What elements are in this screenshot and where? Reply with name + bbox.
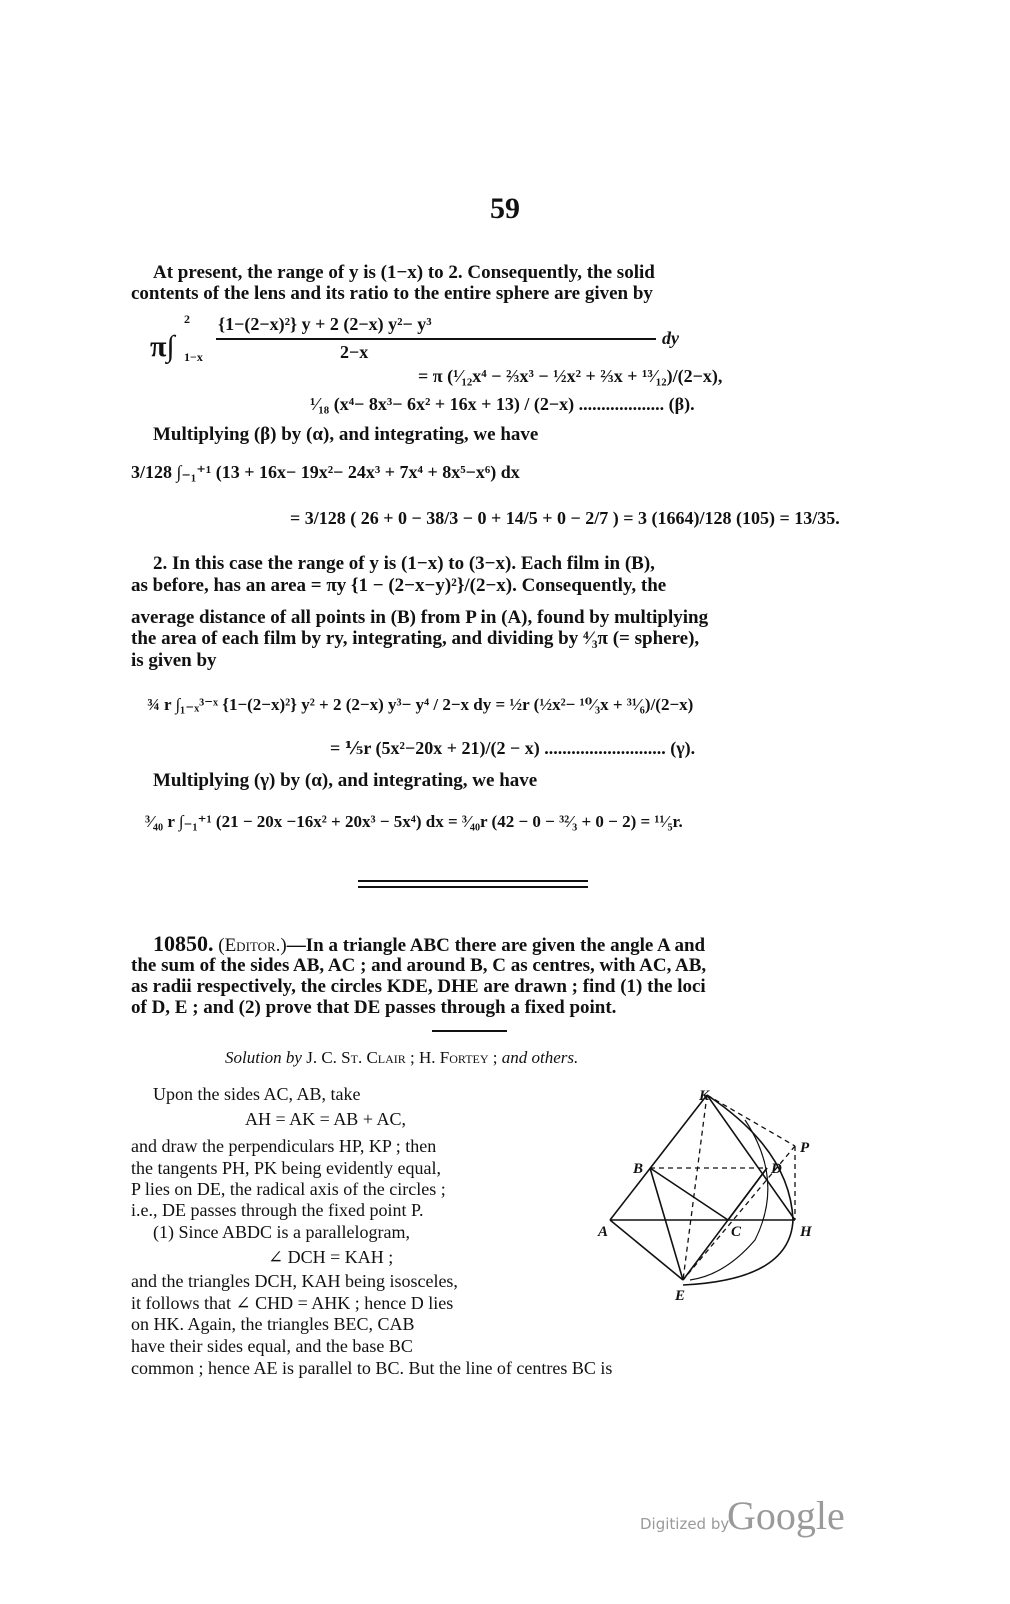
line-ak xyxy=(610,1095,707,1220)
problem-text-1: —In a triangle ABC there are given the angle A and xyxy=(286,935,706,956)
sol-line-10: it follows that ∠ CHD = AHK ; hence D lies xyxy=(131,1293,454,1313)
section-rule-bottom xyxy=(358,886,588,888)
problem-editor: (Editor.) xyxy=(218,935,287,956)
sol-line-12: have their sides equal, and the base BC xyxy=(131,1336,413,1356)
lower-limit: 1−x xyxy=(184,350,203,364)
para1-line-2: contents of the lens and its ratio to the entire sphere are given by xyxy=(131,283,653,304)
solution-by xyxy=(225,1048,578,1068)
pi-integral-sign: π∫ xyxy=(150,330,175,363)
label-k: K xyxy=(699,1088,710,1104)
label-h: H xyxy=(800,1224,812,1240)
para2-line-5: is given by xyxy=(131,650,217,671)
para2-line-3: average distance of all points in (B) from P in (A), found by multiplying xyxy=(131,607,709,628)
digitized-by: Digitized by xyxy=(640,1515,730,1533)
label-a: A xyxy=(598,1224,609,1240)
dy: dy xyxy=(662,328,679,348)
beta-line-2: = π (¹⁄₁₂x⁴ − ⅔x³ − ½x² + ⅔x + ¹³⁄₁₂)/(2−x), xyxy=(418,366,723,386)
solution-by-names: J. C. St. Clair ; H. Fortey ; xyxy=(301,1048,502,1067)
sol-line-11: on HK. Again, the triangles BEC, CAB xyxy=(131,1314,415,1334)
gamma-line-2: = ⅕r (5x²−20x + 21)/(2 − x) ........................... (γ). xyxy=(330,738,696,758)
solution-by-suffix: and others. xyxy=(501,1048,579,1067)
para2-line-2: as before, has an area = πy {1 − (2−x−y)²}/(2−x). Consequently, the xyxy=(131,575,667,596)
beta-line-3: ¹⁄₁₈ (x⁴− 8x³− 6x² + 16x + 13) / (2−x) ................... (β). xyxy=(310,394,695,414)
integral-2: ³⁄₄₀ r ∫₋₁⁺¹ (21 − 20x −16x² + 20x³ − 5x⁴) dx = ³⁄₄₀r (42 − 0 − ³²⁄₃ + 0 − 2) = ¹¹⁄₅r. xyxy=(145,812,683,831)
multiplying-2: Multiplying (γ) by (α), and integrating, we have xyxy=(153,770,538,791)
line-ae xyxy=(610,1220,683,1280)
sol-line-7: (1) Since ABDC is a parallelogram, xyxy=(153,1222,410,1242)
upper-limit: 2 xyxy=(184,312,190,326)
para2-line-1: 2. In this case the range of y is (1−x) to (3−x). Each film in (B), xyxy=(153,553,655,574)
problem-line-2: the sum of the sides AB, AC ; and around B, C as centres, with AC, AB, xyxy=(131,955,707,976)
integral-1-line-1: 3/128 ∫₋₁⁺¹ (13 + 16x− 19x²− 24x³ + 7x⁴ + 8x⁵−x⁶) dx xyxy=(131,462,520,482)
sol-line-6: i.e., DE passes through the fixed point P. xyxy=(131,1200,424,1220)
para2-line-4: the area of each film by ry, integrating, and dividing by ⁴⁄₃π (= sphere), xyxy=(131,628,700,649)
page-number: 59 xyxy=(490,192,520,225)
line-be xyxy=(650,1168,683,1280)
line-dc xyxy=(728,1168,767,1220)
problem-line-4: of D, E ; and (2) prove that DE passes through a fixed point. xyxy=(131,997,617,1018)
eq-beta xyxy=(150,310,850,420)
fraction-bar xyxy=(216,338,656,340)
problem-rule xyxy=(432,1030,507,1032)
sol-line-3: and draw the perpendiculars HP, KP ; then xyxy=(131,1136,437,1156)
sol-line-9: and the triangles DCH, KAH being isosceles, xyxy=(131,1271,458,1291)
sol-line-8: ∠ DCH = KAH ; xyxy=(268,1247,394,1267)
sol-line-4: the tangents PH, PK being evidently equal, xyxy=(131,1158,441,1178)
label-p: P xyxy=(800,1140,810,1156)
label-c: C xyxy=(731,1224,742,1240)
para1-line-1: At present, the range of y is (1−x) to 2. Consequently, the solid xyxy=(153,262,655,283)
multiplying-1: Multiplying (β) by (α), and integrating, we have xyxy=(153,424,539,445)
denominator: 2−x xyxy=(340,342,369,362)
line-kh xyxy=(707,1095,795,1220)
line-kp-dashed xyxy=(707,1095,795,1146)
geometry-figure xyxy=(595,1080,835,1330)
google-logo: Google xyxy=(727,1493,845,1538)
label-b: B xyxy=(633,1161,644,1177)
integral-1-line-2: = 3/128 ( 26 + 0 − 38/3 − 0 + 14/5 + 0 − 2/7 ) = 3 (1664)/128 (105) = 13/35. xyxy=(290,508,840,528)
sol-last-line: common ; hence AE is parallel to BC. But the line of centres BC is xyxy=(131,1358,613,1378)
label-e: E xyxy=(675,1288,686,1304)
label-d: D xyxy=(771,1161,782,1177)
solution-by-prefix: Solution by xyxy=(225,1048,302,1067)
numerator: {1−(2−x)²} y + 2 (2−x) y²− y³ xyxy=(218,314,432,334)
line-bc xyxy=(650,1168,728,1220)
problem-line-3: as radii respectively, the circles KDE, DHE are drawn ; find (1) the loci xyxy=(131,976,706,997)
sol-line-1: Upon the sides AC, AB, take xyxy=(153,1084,361,1104)
section-rule-top xyxy=(358,880,588,882)
problem-line-1 xyxy=(153,933,705,956)
sol-line-5: P lies on DE, the radical axis of the circles ; xyxy=(131,1179,446,1199)
gamma-line-1: ¾ r ∫₁₋ₓ³⁻ˣ {1−(2−x)²} y² + 2 (2−x) y³− y⁴ / 2−x dy = ½r (½x²− ¹⁰⁄₃x + ³¹⁄₆)/(2−x) xyxy=(147,695,694,714)
sol-line-2: AH = AK = AB + AC, xyxy=(245,1109,406,1129)
problem-number: 10850. xyxy=(153,931,214,956)
